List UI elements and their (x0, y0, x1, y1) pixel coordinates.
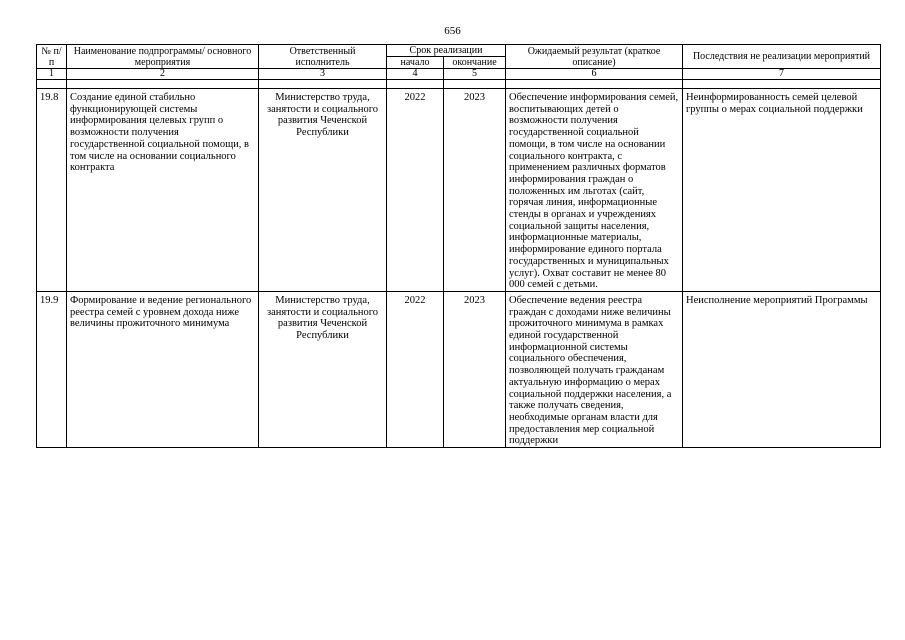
activity-name: Создание единой стабильно функционирующей системы информирования целевых групп о возможности получения государственной социальной помощи, в том числе на основании социального контракта (67, 89, 259, 292)
end-year: 2023 (444, 89, 506, 292)
column-number: 4 (387, 69, 444, 80)
responsible-executor: Министерство труда, занятости и социального развития Чеченской Республики (259, 291, 387, 447)
column-number: 2 (67, 69, 259, 80)
column-number: 3 (259, 69, 387, 80)
expected-result: Обеспечение информирования семей, воспитывающих детей о возможности получения государственной социальной помощи, в том числе на основании социального контракта, с применением различных форматов информирования граждан о положенных им льготах (сайт, горячая линия, информационные стенды в органах и учреждениях социальной защиты населения, информационные материалы, информирование единого портала государственных и муниципальных услуг). Охват составит не менее 80 000 семей с детьми. (506, 89, 683, 292)
header-start: начало (387, 57, 444, 69)
row-number: 19.9 (37, 291, 67, 447)
start-year: 2022 (387, 89, 444, 292)
header-name: Наименование подпрограммы/ основного мероприятия (67, 45, 259, 69)
header-end: окончание (444, 57, 506, 69)
header-num: № п/п (37, 45, 67, 69)
header-executor: Ответственный исполнитель (259, 45, 387, 69)
header-period: Срок реализации (387, 45, 506, 57)
column-number: 7 (683, 69, 881, 80)
page-number: 656 (444, 25, 461, 37)
column-number-row (37, 69, 881, 80)
column-number: 5 (444, 69, 506, 80)
column-number: 6 (506, 69, 683, 80)
end-year: 2023 (444, 291, 506, 447)
expected-result: Обеспечение ведения реестра граждан с доходами ниже величины прожиточного минимума в рамках единой государственной информационной системы социального обеспечения, позволяющей получать гражданам актуальную информацию о мерах социальной поддержки населения, а также получать сведения, необходимые органам власти для предоставления мер социальной поддержки (506, 291, 683, 447)
header-row (37, 45, 881, 57)
row-number: 19.8 (37, 89, 67, 292)
header-result: Ожидаемый результат (краткое описание) (506, 45, 683, 69)
program-activities-table (36, 44, 881, 448)
responsible-executor: Министерство труда, занятости и социального развития Чеченской Республики (259, 89, 387, 292)
column-number: 1 (37, 69, 67, 80)
non-implementation-consequences: Неисполнение мероприятий Программы (683, 291, 881, 447)
table-row (37, 291, 881, 447)
non-implementation-consequences: Неинформированность семей целевой группы о мерах социальной поддержки (683, 89, 881, 292)
spacer-row (37, 80, 881, 89)
start-year: 2022 (387, 291, 444, 447)
activity-name: Формирование и ведение регионального реестра семей с уровнем дохода ниже величины прожиточного минимума (67, 291, 259, 447)
table-row (37, 89, 881, 292)
header-consequences: Последствия не реализации мероприятий (683, 45, 881, 69)
